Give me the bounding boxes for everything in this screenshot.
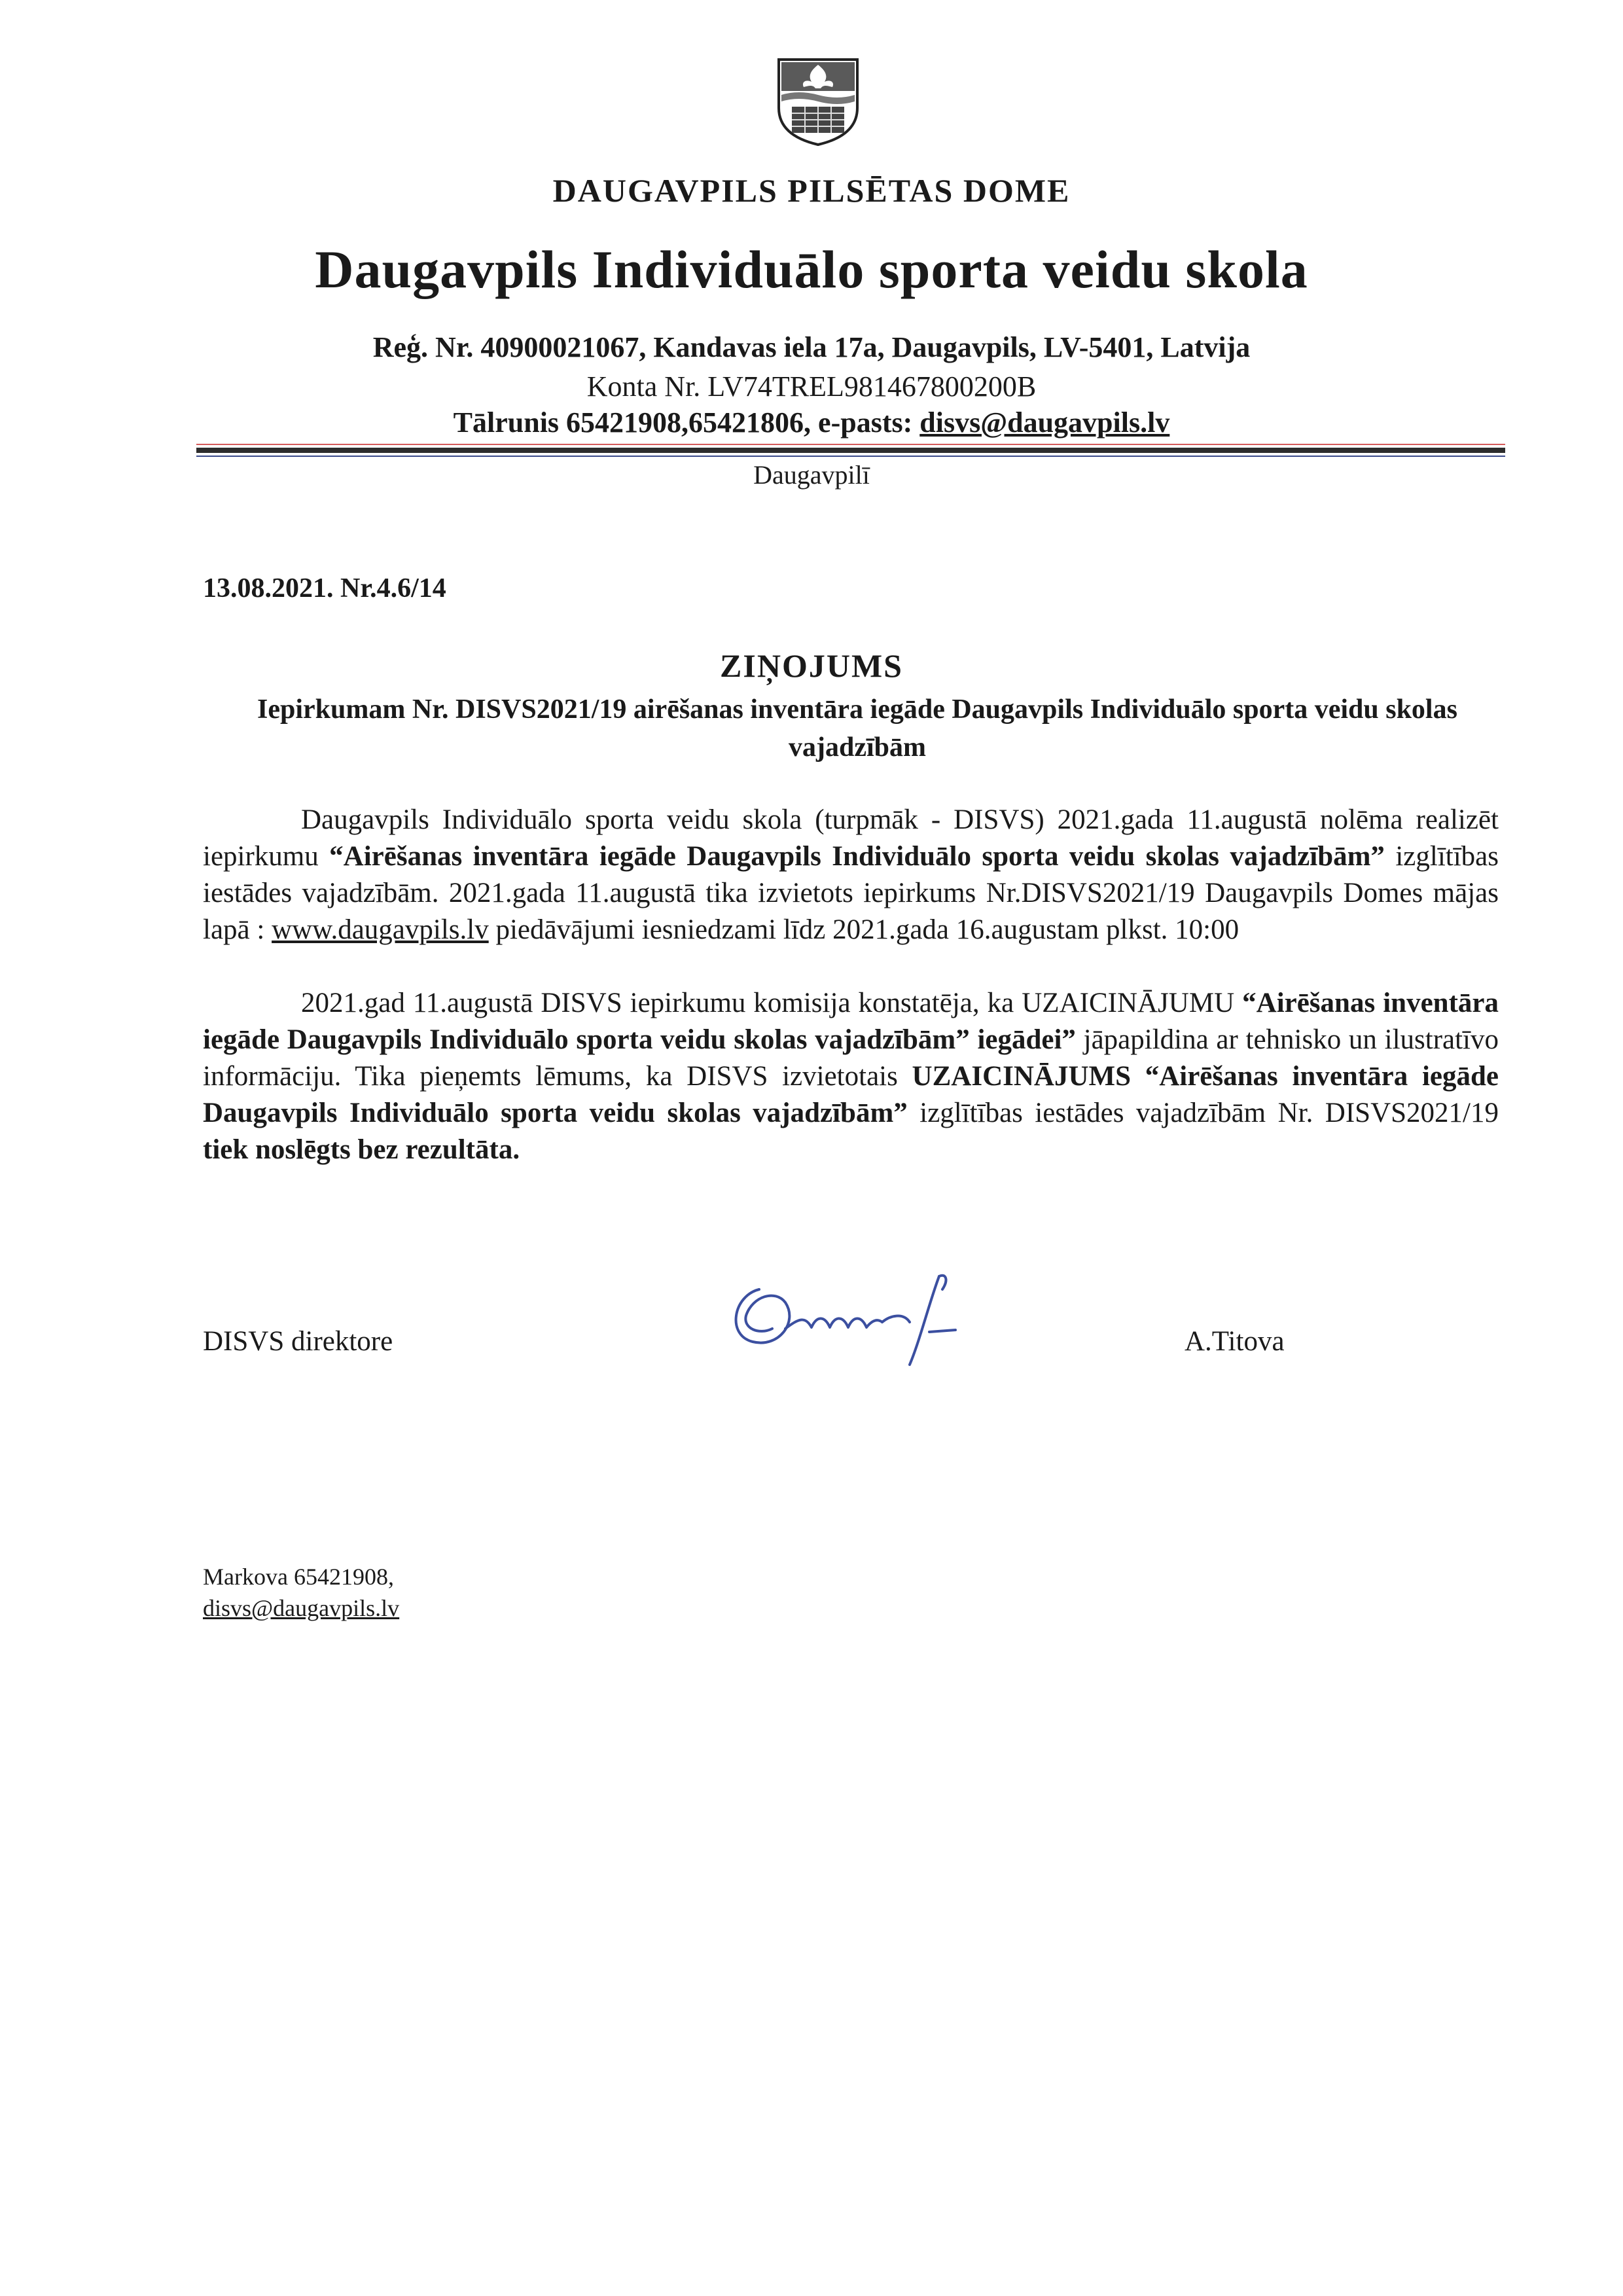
school-name: Daugavpils Individuālo sporta veidu skola [315,240,1308,299]
registration-line: Reģ. Nr. 40900021067, Kandavas iela 17a, Daugavpils, LV-5401, Latvija [372,331,1251,363]
p2-text-e: izglītības iestādes vajadzībām Nr. DISVS2021/19 [907,1098,1499,1128]
p2-text-bold-1: “Airēšanas inventāra iegāde Daugavpils Individuālo sporta veidu skolas vajadzībām” iegādei” [203,988,1499,1055]
city-label: Daugavpilī [753,460,870,490]
signatory-role: DISVS direktore [203,1326,393,1357]
header-rule-bottom [196,456,1505,457]
p2-text-bold-2: UZAICINĀJUMS “Airēšanas inventāra iegāde Daugavpils Individuālo sporta veidu skolas vajadzībām” [203,1061,1499,1128]
authority-name: DAUGAVPILS PILSĒTAS DOME [552,172,1071,209]
contact-block [203,1561,399,1624]
p2-text-bold-3: tiek noslēgts bez rezultāta. [203,1134,520,1165]
letter-title: ZIŅOJUMS [720,647,903,684]
website-link[interactable]: www.daugavpils.lv [272,914,489,945]
contact-person: Markova 65421908, [203,1564,394,1590]
date-reference: 13.08.2021. Nr.4.6/14 [203,573,446,603]
p1-text-d: piedāvājumi iesniedzami līdz 2021.gada 16.augustam plkst. 10:00 [488,914,1240,945]
phone-prefix: Tālrunis 65421908,65421806, e-pasts: [453,406,920,439]
body-paragraph-1 [203,802,1499,948]
body-paragraph-2 [203,985,1499,1168]
signatory-name: A.Titova [1185,1326,1285,1357]
p1-text-bold: “Airēšanas inventāra iegāde Daugavpils Individuālo sporta veidu skolas vajadzībām” [329,841,1385,872]
letter-subject: Iepirkumam Nr. DISVS2021/19 airēšanas inventāra iegāde Daugavpils Individuālo sporta veidu skolas vajadzībām [257,694,1457,762]
p1-text-a: Daugavpils Individuālo sporta veidu skola (turpmāk - DISVS) 2021.gada 11.augustā nolēma realizēt iepirkumu [203,804,1499,872]
header-email-link[interactable]: disvs@daugavpils.lv [919,406,1170,439]
p2-text-a: 2021.gad 11.augustā DISVS iepirkumu komisija konstatēja, ka UZAICINĀJUMU [301,988,1243,1018]
account-line: Konta Nr. LV74TREL981467800200B [586,370,1037,403]
p1-text-c: izglītības iestādes vajadzībām. 2021.gada 11.augustā tika izvietots iepirkums Nr.DISVS2021/19 Daugavpils Domes mājas lapā : [203,841,1499,945]
coat-of-arms-icon [772,56,864,147]
header-rule-main [196,448,1505,453]
phone-line [0,406,1623,439]
header-rule-top [196,444,1505,445]
contact-email-link[interactable]: disvs@daugavpils.lv [203,1595,400,1621]
handwritten-signature [713,1250,988,1381]
p2-text-c: jāpapildina ar tehnisko un ilustratīvo informāciju. Tika pieņemts lēmums, ka DISVS izvietotais [203,1024,1499,1092]
